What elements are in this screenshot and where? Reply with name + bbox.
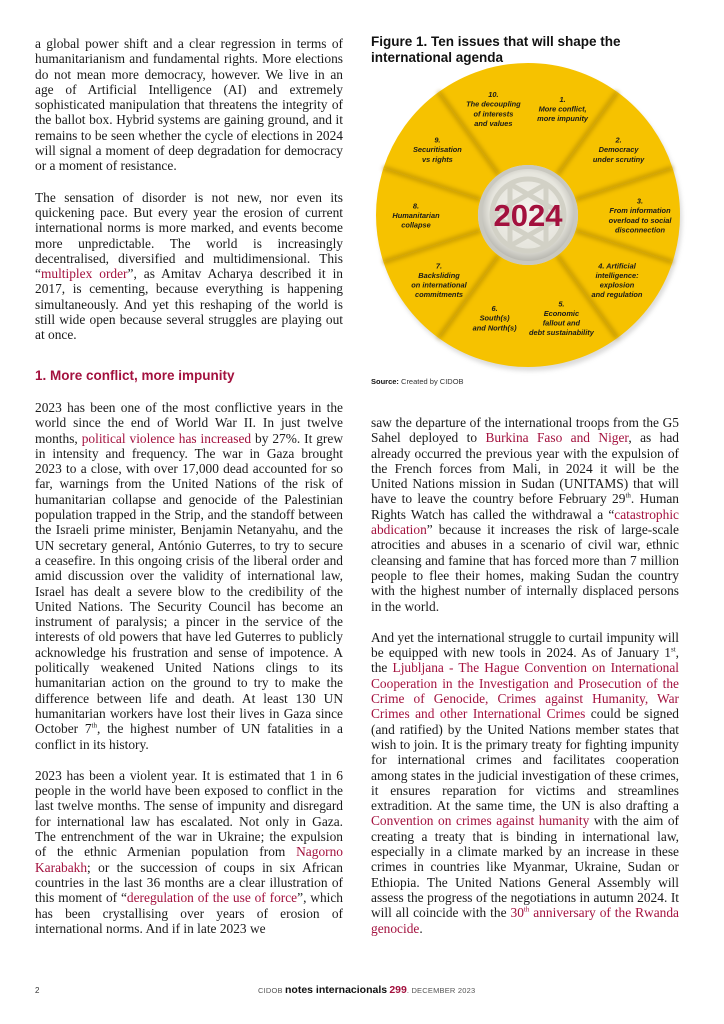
paragraph-new-tools bbox=[371, 630, 679, 936]
wheel-segment-label-line: 1. bbox=[559, 94, 566, 104]
hub bbox=[478, 165, 578, 265]
text: 2023 has been a violent year. It is estimated that 1 in 6 people in the world have been exposed to conflict in the last twelve months. The sense of impunity and disregard for international law has escalated. Not only in Gaza. The entrenchment of the war in Ukraine; the expulsion of the ethnic Armenian population from bbox=[35, 767, 343, 860]
figure-title: Figure 1. Ten issues that will shape the international agenda bbox=[371, 34, 621, 65]
text: ; or the succession of coups in six African countries in the last 36 months are a clear illustration of this moment of “ bbox=[35, 859, 343, 906]
wheel-segment-label-line: Democracy bbox=[598, 145, 639, 155]
wheel-segment-label-line: collapse bbox=[401, 220, 431, 230]
text: The sensation of disorder is not new, nor even its quickening pace. But every year the erosion of current international norms is more marked, and events become more unpredictable. The world is increasingly decentralised, diversified and multidimensional. This “ bbox=[35, 189, 343, 282]
superscript: th bbox=[523, 905, 530, 914]
text: ”, which has been crystallising over years of erosion of international norms. And if in late 2023 we bbox=[35, 890, 343, 936]
footer-publication bbox=[258, 984, 475, 996]
paragraph-elections: a global power shift and a clear regression in terms of humanitarianism and fundamental rights. More elections do not mean more democracy, however. We live in an age of Artificial Intelligence (AI) and extremely sophisticated manipulation that threatens the integrity of the ballot box. Hybrid systems are gaining ground, and it remains to be seen whether the cycle of elections in 2024 will signal a moment of deep degradation for democracy or a moment of resistance. bbox=[35, 36, 343, 174]
wheel-segment-label-line: 7. bbox=[435, 261, 443, 271]
figure-source bbox=[371, 377, 464, 386]
text: . bbox=[419, 920, 423, 936]
paragraph-disorder bbox=[35, 190, 343, 343]
footer-series: notes internacionals bbox=[285, 984, 388, 996]
wheel-segment-label-line: commitments bbox=[414, 290, 464, 300]
link-nagorno-karabakh[interactable]: Nagorno Karabakh bbox=[35, 844, 343, 875]
wheel-segment-label-line: South(s) bbox=[479, 313, 510, 323]
wheel-diagram bbox=[360, 60, 700, 380]
link-deregulation-force[interactable]: deregulation of the use of force bbox=[126, 890, 298, 906]
link-convention-crimes-humanity[interactable]: Convention on crimes against humanity bbox=[371, 813, 590, 829]
wheel-segment-label-line: 2. bbox=[615, 135, 622, 145]
superscript: th bbox=[625, 492, 631, 501]
source-text: Created by CIDOB bbox=[398, 377, 464, 386]
wheel-segment-label-line: 10. bbox=[488, 90, 499, 100]
paragraph-conflictive-years bbox=[35, 400, 343, 752]
wheel-segment-label-line: of interests bbox=[473, 109, 514, 119]
text: could be signed (and ratified) by the United Nations member states that wish to join. It is the primary treaty for fighting impunity for international crimes and facilitates cooperation among states in the judicial investigation of these crimes, it ensures reparation for victims and streamlines extradition. At the same time, the UN is also drafting a bbox=[371, 706, 679, 814]
wheel-segment-label-line: and values bbox=[474, 118, 513, 128]
link-catastrophic-abdication[interactable]: catastrophic abdication bbox=[371, 506, 679, 538]
wheel-segment-label-line: 3. bbox=[636, 196, 644, 206]
wheel-segment-label-line: under scrutiny bbox=[592, 154, 645, 164]
wheel-segment-label-line: fallout and bbox=[542, 318, 581, 328]
text: ” because it increases the risk of large-scale atrocities and abuses in a scenario of civil war, ethnic cleansing and famine that has forced more than 7 million people to flee their homes, making Sudan the country with the highest number of internally displaced persons in the world. bbox=[371, 522, 679, 614]
wheel-segment-label-line: The decoupling bbox=[466, 99, 521, 109]
text: And yet the international struggle to curtail impunity will be equipped with new tools in 2024. As of January 1 bbox=[371, 629, 679, 661]
footer-brand: CIDOB bbox=[258, 986, 283, 995]
text: ”, as Amitav Acharya described it in 2017, is cementing, because everything is happening simultaneously. And yet this reshaping of the world is still wide open because several struggles are playing out at once. bbox=[35, 266, 343, 343]
left-column-lower bbox=[35, 400, 343, 952]
figure-wheel bbox=[360, 60, 700, 380]
paragraph-violent-year bbox=[35, 768, 343, 936]
text: by 27%. It grew in intensity and frequency. The war in Gaza brought 2023 to a close, with over 17,000 dead accounted for so far, warnings from the United Nations of the risk of humanitarian collapse and genocide of the Palestinian population trapped in the Strip, and the standoff between the Israeli prime minister, Benjamin Netanyahu, and the UN secretary general, António Guterres, to try to secure a ceasefire. In this ongoing crisis of the liberal order and amid discussion over the validity of international law, Israel has dealt a severe blow to the credibility of the United Nations. The Security Council has become an instrument of paralysis; a pincer in the service of the interests of old powers that have led Guterres to publicly acknowledge his frustration and sense of impotence. A politically weakened United Nations clings to its humanitarian action on the ground to try to make the difference between life and death. At least 130 UN humanitarian workers have lost their lives in Gaza since October 7 bbox=[35, 430, 343, 737]
wheel-segment-label-line: vs rights bbox=[421, 154, 453, 164]
wheel-segment-label-line: From information bbox=[609, 206, 671, 216]
text: , the highest number of UN fatalities in a conflict in its history. bbox=[35, 721, 344, 752]
wheel-segment-label-line: Humanitarian bbox=[392, 211, 440, 220]
text: , the bbox=[371, 645, 679, 676]
page-number: 2 bbox=[35, 986, 40, 995]
text: anniversary of the Rwanda genocide bbox=[371, 905, 679, 936]
source-label: Source: bbox=[371, 377, 399, 386]
paragraph-sahel bbox=[371, 415, 679, 614]
link-ljubljana-hague-convention[interactable]: Ljubljana - The Hague Convention on International Cooperation in the Investigation and Prosecution of the Crime of Genocide, Crimes against Humanity, War Crimes and other International Crimes bbox=[371, 660, 679, 722]
center-year-label: 2024 bbox=[493, 198, 563, 233]
wheel-segment-label-line: 9. bbox=[434, 135, 441, 145]
wheel-segment-label-line: Backsliding bbox=[418, 270, 460, 280]
text: with the aim of creating a treaty that is binding in international law, especially in a climate marked by an increase in these crimes in countries like Myanmar, Ukraine, Sudan or Ethiopia. The United Nations General Assembly will assess the progress of the negotiations in autumn 2024. It will all coincide with the bbox=[371, 813, 679, 921]
link-burkina-niger[interactable]: Burkina Faso and Niger bbox=[485, 430, 629, 446]
wheel-segment-label-line: Economic bbox=[543, 308, 580, 318]
wheel-segment-label-line: debt sustainability bbox=[528, 328, 594, 338]
wheel-segment-label-line: and North(s) bbox=[472, 323, 517, 333]
text: , as had already occurred the previous year with the expulsion of the French forces from Mali, in 2024 it will be the United Nations mission in Sudan (UNITAMS) that will have to leave the country before February 29 bbox=[371, 430, 679, 507]
wheel-segment-label-line: 4. Artificial bbox=[598, 261, 636, 271]
wheel-segment-label-line: intelligence: bbox=[595, 270, 639, 280]
wheel-segment-label-line: Securitisation bbox=[412, 145, 462, 155]
text: 2023 has been one of the most conflictive years in the world since the end of World War II. In just twelve months, bbox=[35, 400, 343, 446]
wheel-segment-label-line: 8. bbox=[412, 201, 420, 211]
link-multiplex-order[interactable]: multiplex order bbox=[40, 266, 128, 282]
wheel-segment-label-line: overload to social bbox=[608, 215, 672, 225]
link-political-violence[interactable]: political violence has increased bbox=[81, 430, 252, 446]
section-heading-conflict: 1. More conflict, more impunity bbox=[35, 368, 235, 383]
superscript: st bbox=[670, 645, 676, 654]
right-column bbox=[371, 415, 679, 952]
wheel-segment-label-line: 5. bbox=[558, 299, 565, 309]
wheel-segment-label-line: on international bbox=[411, 280, 467, 290]
footer-issue: 299 bbox=[389, 984, 407, 996]
left-column bbox=[35, 36, 343, 359]
wheel-segment-label-line: explosion bbox=[599, 280, 635, 290]
wheel-segment-label-line: More conflict, bbox=[538, 104, 587, 114]
text: 30 bbox=[510, 905, 524, 921]
wheel-segment-label-line: disconnection bbox=[614, 225, 666, 235]
wheel-segment-label-line: and regulation bbox=[591, 290, 643, 300]
text: saw the departure of the international troops from the G5 Sahel deployed to bbox=[371, 415, 679, 446]
wheel-segment-label-line: 6. bbox=[491, 304, 498, 314]
wheel-segment-label-line: more impunity bbox=[537, 114, 589, 124]
text: . Human Rights Watch has called the withdrawal a “ bbox=[371, 491, 680, 522]
superscript: th bbox=[91, 721, 97, 730]
footer-date: . DECEMBER 2023 bbox=[406, 986, 476, 995]
